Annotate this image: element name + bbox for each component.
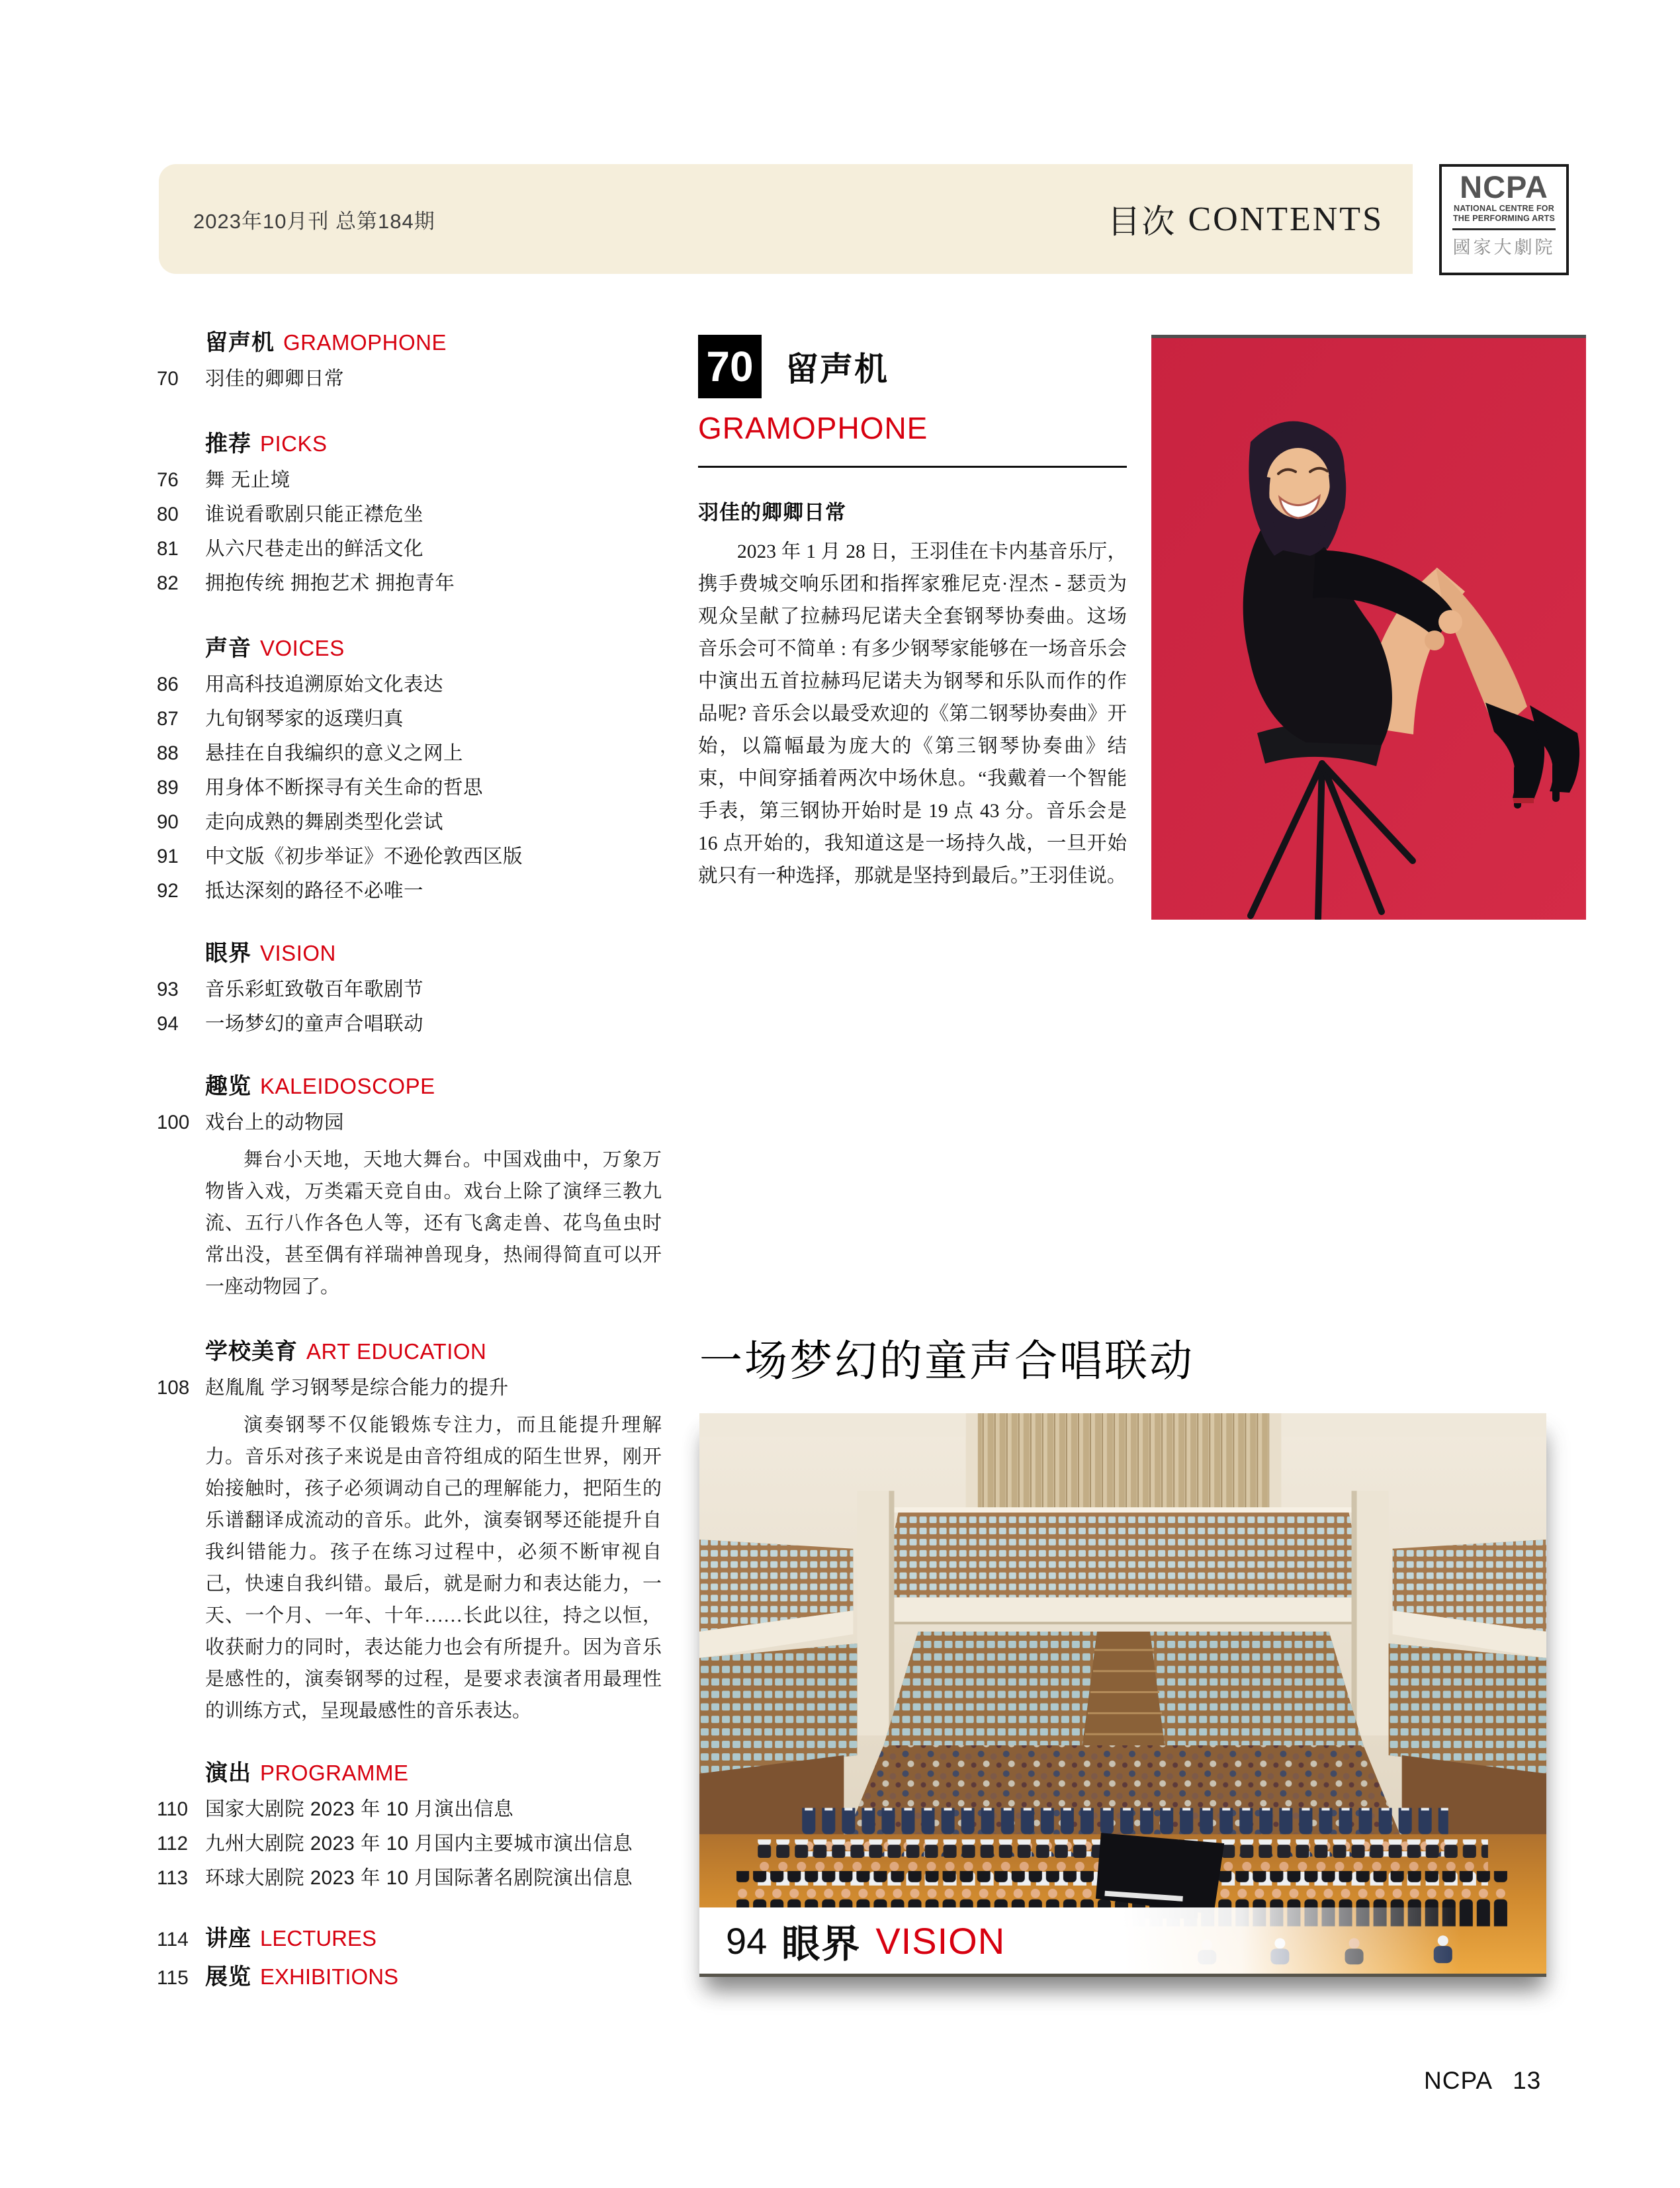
- section-heading-vision: [205, 940, 668, 967]
- contents-title-en: CONTENTS: [1188, 200, 1384, 238]
- toc-page-number: 70: [157, 368, 179, 390]
- toc-page-number: 114: [157, 1929, 189, 1950]
- toc-entry: [157, 1796, 668, 1823]
- toc-entry-title: 戏台上的动物园: [205, 1112, 345, 1133]
- section-en: ART EDUCATION: [306, 1339, 487, 1364]
- feature-divider: [698, 466, 1127, 468]
- toc-page-number: 94: [157, 1013, 179, 1035]
- feature-page-badge: 70: [698, 335, 762, 398]
- toc-page-number: 115: [157, 1967, 189, 1989]
- gramophone-feature: [698, 335, 1127, 912]
- toc-entry: [157, 1011, 668, 1037]
- footer-brand: NCPA: [1424, 2067, 1493, 2094]
- toc-entry-title: 中文版《初步举证》不逊伦敦西区版: [205, 846, 523, 867]
- toc-page-number: 82: [157, 572, 179, 594]
- article-title: 羽佳的卿卿日常: [698, 501, 846, 524]
- toc-page-number: 113: [157, 1867, 189, 1889]
- toc-entry: [157, 977, 668, 1003]
- toc-entry-title: 舞 无止境: [205, 469, 290, 491]
- toc-page-number: 87: [157, 708, 179, 730]
- section-zh: 演出: [205, 1761, 251, 1786]
- section-en: PICKS: [260, 431, 328, 456]
- toc-page-number: 100: [157, 1112, 190, 1133]
- toc-entry-title: 悬挂在自我编织的意义之网上: [205, 742, 464, 764]
- section-heading-voices: [205, 635, 668, 662]
- toc-entry-title: 环球大剧院 2023 年 10 月国际著名剧院演出信息: [205, 1867, 633, 1889]
- toc-page-number: 110: [157, 1798, 189, 1820]
- contents-title: [1107, 164, 1384, 274]
- toc-page-number: 76: [157, 469, 179, 491]
- footer-page-number: 13: [1513, 2067, 1542, 2094]
- toc-entry: [157, 536, 668, 562]
- toc-entry: [157, 1110, 668, 1136]
- toc-entry-title: 羽佳的卿卿日常: [205, 368, 345, 390]
- toc-entry: [157, 1831, 668, 1857]
- pianist-portrait-illustration: [1151, 335, 1586, 920]
- ncpa-logo-subline2: THE PERFORMING ARTS: [1452, 214, 1556, 223]
- toc-entry: [157, 706, 668, 732]
- toc-entry: [157, 570, 668, 597]
- toc-page-number: 89: [157, 777, 179, 799]
- toc-entry-title: 抵达深刻的路径不必唯一: [205, 880, 424, 902]
- feature-title-en: GRAMOPHONE: [698, 411, 928, 445]
- toc-page-number: 92: [157, 880, 179, 902]
- contents-title-zh: 目次: [1107, 203, 1176, 240]
- toc-entry-title: 走向成熟的舞剧类型化尝试: [205, 811, 444, 833]
- toc-entry: [157, 844, 668, 870]
- section-zh: 讲座: [205, 1926, 251, 1951]
- toc-entry-title: 九旬钢琴家的返璞归真: [205, 708, 404, 730]
- section-heading-programme: [205, 1760, 668, 1786]
- ncpa-logo-subline1: NATIONAL CENTRE FOR: [1454, 204, 1554, 213]
- caption-section-zh: 眼界: [781, 1923, 862, 1966]
- ncpa-logo-cjk: 國家大劇院: [1452, 238, 1556, 257]
- toc-entry-title: 国家大剧院 2023 年 10 月演出信息: [205, 1798, 514, 1820]
- toc-entry-title: 九州大剧院 2023 年 10 月国内主要城市演出信息: [205, 1833, 633, 1855]
- toc-page-number: 86: [157, 674, 179, 695]
- toc-entry: [157, 740, 668, 767]
- toc-page-number: 91: [157, 846, 179, 867]
- pianist-portrait-photo: [1151, 335, 1586, 920]
- section-heading-picks: [205, 431, 668, 457]
- toc-entry: [157, 1865, 668, 1892]
- section-zh: 留声机: [205, 330, 275, 355]
- feature-title-zh: 留声机: [785, 351, 889, 388]
- section-en: VISION: [260, 941, 336, 965]
- section-heading-kaleidoscope: [205, 1073, 668, 1100]
- section-zh: 趣览: [205, 1074, 251, 1099]
- section-en: EXHIBITIONS: [260, 1964, 399, 1989]
- section-zh: 学校美育: [205, 1339, 298, 1364]
- toc-entry: [157, 672, 668, 698]
- toc-entry-title: 谁说看歌剧只能正襟危坐: [205, 503, 424, 525]
- ncpa-logo-acronym: NCPA: [1460, 169, 1548, 204]
- caption-page-number: 94: [726, 1919, 768, 1962]
- kaleidoscope-excerpt: 舞台小天地，天地大舞台。中国戏曲中，万象万物皆入戏，万类霜天竞自由。戏台上除了演绎三教九流、五行八作各色人等，还有飞禽走兽、花鸟鱼虫时常出没，甚至偶有祥瑞神兽现身，热闹得简直可以开一座动物园了。: [205, 1149, 662, 1297]
- feature-header: [698, 335, 1127, 398]
- toc-entry-title: 拥抱传统 拥抱艺术 拥抱青年: [205, 572, 455, 594]
- section-en: LECTURES: [260, 1926, 377, 1950]
- toc-page-number: 108: [157, 1377, 190, 1399]
- concert-hall-photo-card: [699, 1413, 1546, 1977]
- article-body: 2023 年 1 月 28 日，王羽佳在卡内基音乐厅，携手费城交响乐团和指挥家雅尼克·涅杰 - 瑟贡为观众呈献了拉赫玛尼诺夫全套钢琴协奏曲。这场音乐会可不简单 : 有多少钢琴家能够在一场音乐会中演出五首拉赫玛尼诺夫为钢琴和乐队而作的作品呢? 音乐会以最受欢迎的《第二钢琴协奏曲》开始，以篇幅最为庞大的《第三钢琴协奏曲》结束，中间穿插着两次中场休息。“我戴着一个智能手表，第三钢协开始时是 19 点 43 分。音乐会是 16 点开始的，我知道这是一场持久战，一旦开始就只有一种选择，那就是坚持到最后。”王羽佳说。: [698, 541, 1127, 887]
- toc-page-number: 93: [157, 979, 179, 1000]
- concert-hall-photo: [699, 1413, 1546, 1974]
- toc-entry-title: 用高科技追溯原始文化表达: [205, 674, 444, 695]
- section-zh: 推荐: [205, 431, 251, 457]
- toc-entry-title: 从六尺巷走出的鲜活文化: [205, 538, 424, 560]
- ncpa-logo: [1439, 164, 1569, 275]
- section-heading-gramophone: [205, 329, 668, 356]
- section-heading-exhibitions: [157, 1963, 668, 1992]
- toc-entry-title: 一场梦幻的童声合唱联动: [205, 1013, 424, 1035]
- toc-entry: [157, 467, 668, 494]
- toc-entry: [157, 502, 668, 528]
- section-en: GRAMOPHONE: [283, 330, 447, 355]
- section-zh: 展览: [205, 1964, 251, 1990]
- toc-page-number: 112: [157, 1833, 189, 1855]
- section-zh: 声音: [205, 636, 251, 661]
- section-zh: 眼界: [205, 941, 251, 966]
- issue-date: 2023年10月刊 总第184期: [193, 209, 435, 233]
- ncpa-logo-divider: [1452, 228, 1556, 230]
- toc-entry-title: 赵胤胤 学习钢琴是综合能力的提升: [205, 1377, 509, 1399]
- toc-entry: [157, 1375, 668, 1401]
- page-footer: [1424, 2067, 1541, 2095]
- toc-page-number: 80: [157, 503, 179, 525]
- section-heading-lectures: [157, 1925, 668, 1954]
- toc-entry: [157, 878, 668, 904]
- toc-entry-title: 用身体不断探寻有关生命的哲思: [205, 777, 484, 799]
- art-education-excerpt: 演奏钢琴不仅能锻炼专注力，而且能提升理解力。音乐对孩子来说是由音符组成的陌生世界，刚开始接触时，孩子必须调动自己的理解能力，把陌生的乐谱翻译成流动的音乐。此外，演奏钢琴还能提升自我纠错能力。孩子在练习过程中，必须不断审视自己，快速自我纠错。最后，就是耐力和表达能力，一天、一个月、一年、十年……长此以往，持之以恒，收获耐力的同时，表达能力也会有所提升。因为音乐是感性的，演奏钢琴的过程，是要求表演者用最理性的训练方式，呈现最感性的音乐表达。: [205, 1415, 662, 1722]
- section-heading-art-education: [205, 1338, 668, 1365]
- vision-headline: 一场梦幻的童声合唱联动: [699, 1338, 1195, 1385]
- toc-entry: [157, 366, 668, 392]
- toc-page-number: 90: [157, 811, 179, 833]
- caption-section-en: VISION: [875, 1919, 1006, 1962]
- toc-entry: [157, 809, 668, 836]
- toc-page-number: 81: [157, 538, 179, 560]
- toc-entry-title: 音乐彩虹致敬百年歌剧节: [205, 979, 424, 1000]
- section-en: VOICES: [260, 636, 345, 660]
- toc-entry: [157, 775, 668, 801]
- section-en: KALEIDOSCOPE: [260, 1074, 435, 1098]
- table-of-contents: [157, 329, 668, 2001]
- section-en: PROGRAMME: [260, 1761, 409, 1785]
- header-bar: [159, 164, 1413, 274]
- toc-page-number: 88: [157, 742, 179, 764]
- photo-caption: [699, 1907, 1546, 1974]
